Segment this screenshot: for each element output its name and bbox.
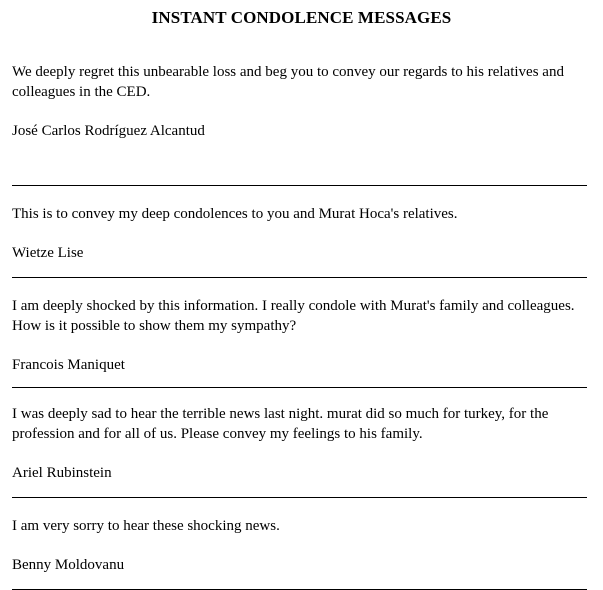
message-item-3 [12,278,587,388]
message-text-3: I am deeply shocked by this information. I really condole with Murat's family and colleagues. How is it possible to show them my sympathy? [12,298,575,334]
message-author-3: Francois Maniquet [12,357,125,373]
message-item-1 [12,62,587,186]
message-author-2: Wietze Lise [12,245,84,261]
message-text-5: I am very sorry to hear these shocking news. [12,518,280,534]
message-text-1: We deeply regret this unbearable loss and beg you to convey our regards to his relatives and colleagues in the CED. [12,64,564,100]
message-item-5 [12,498,587,590]
message-list [12,62,591,590]
message-item-4 [12,388,587,498]
message-text-2: This is to convey my deep condolences to you and Murat Hoca's relatives. [12,206,458,222]
message-item-2 [12,186,587,278]
message-author-1: José Carlos Rodríguez Alcantud [12,123,205,139]
message-author-4: Ariel Rubinstein [12,465,112,481]
message-text-4: I was deeply sad to hear the terrible news last night. murat did so much for turkey, for the profession and for all of us. Please convey my feelings to his family. [12,406,549,442]
message-author-5: Benny Moldovanu [12,557,125,573]
page-title: INSTANT CONDOLENCE MESSAGES [151,8,452,27]
